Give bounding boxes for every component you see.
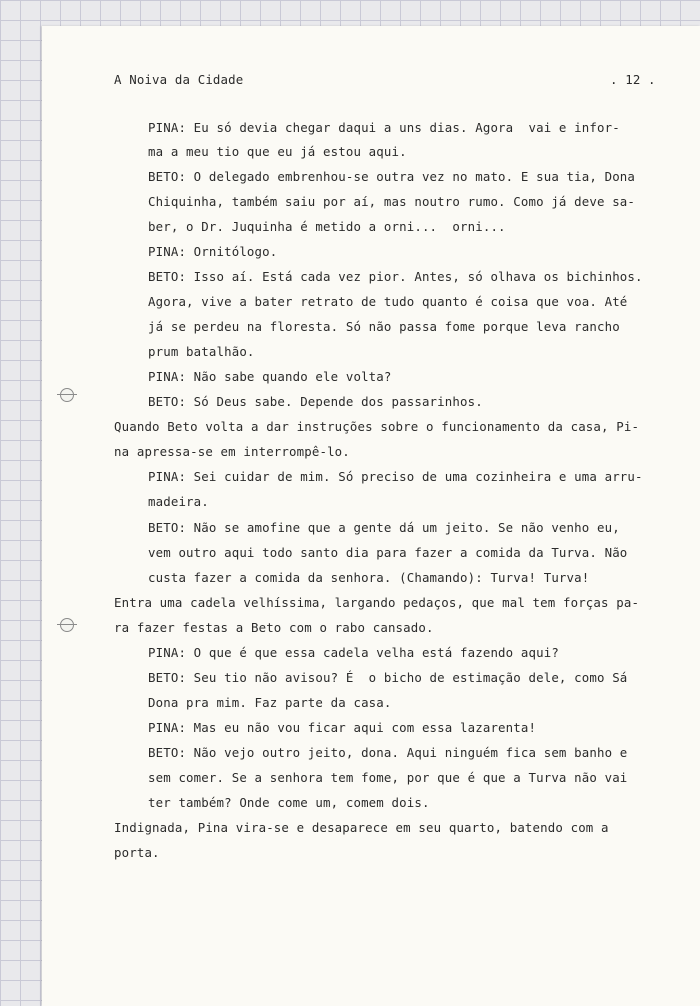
text-line: BETO: Só Deus sabe. Depende dos passarinhos. <box>148 394 483 409</box>
text-line: PINA: Sei cuidar de mim. Só preciso de uma cozinheira e uma arru- <box>148 469 643 484</box>
text-line: na apressa-se em interrompê-lo. <box>114 444 350 459</box>
text-line: Entra uma cadela velhíssima, largando pedaços, que mal tem forças pa- <box>114 595 640 610</box>
text-line: prum batalhão. <box>148 344 255 359</box>
document-title: A Noiva da Cidade <box>114 72 244 87</box>
text-line: Indignada, Pina vira-se e desaparece em seu quarto, batendo com a <box>114 820 609 835</box>
typewritten-page <box>42 26 700 1006</box>
text-line: BETO: Seu tio não avisou? É o bicho de estimação dele, como Sá <box>148 670 628 685</box>
text-line: porta. <box>114 845 160 860</box>
text-line: já se perdeu na floresta. Só não passa fome porque leva rancho <box>148 319 620 334</box>
text-line: madeira. <box>148 494 209 509</box>
text-line: Dona pra mim. Faz parte da casa. <box>148 695 392 710</box>
text-line: vem outro aqui todo santo dia para fazer a comida da Turva. Não <box>148 545 628 560</box>
text-line: BETO: O delegado embrenhou-se outra vez no mato. E sua tia, Dona <box>148 169 636 184</box>
text-line: ber, o Dr. Juquinha é metido a orni... orni... <box>148 219 506 234</box>
text-line: ra fazer festas a Beto com o rabo cansado. <box>114 620 434 635</box>
text-line: PINA: Eu só devia chegar daqui a uns dias. Agora vai e infor- <box>148 120 620 135</box>
text-line: BETO: Não vejo outro jeito, dona. Aqui ninguém fica sem banho e <box>148 745 628 760</box>
text-line: Quando Beto volta a dar instruções sobre o funcionamento da casa, Pi- <box>114 419 640 434</box>
text-line: Agora, vive a bater retrato de tudo quanto é coisa que voa. Até <box>148 294 628 309</box>
text-line: PINA: O que é que essa cadela velha está fazendo aqui? <box>148 645 559 660</box>
text-line: Chiquinha, também saiu por aí, mas noutro rumo. Como já deve sa- <box>148 194 636 209</box>
punch-hole-bottom <box>60 618 74 632</box>
punch-hole-top <box>60 388 74 402</box>
text-line: ter também? Onde come um, comem dois. <box>148 795 430 810</box>
text-line: BETO: Não se amofine que a gente dá um jeito. Se não venho eu, <box>148 520 620 535</box>
text-line: BETO: Isso aí. Está cada vez pior. Antes, só olhava os bichinhos. <box>148 269 643 284</box>
text-line: PINA: Mas eu não vou ficar aqui com essa lazarenta! <box>148 720 537 735</box>
text-line: PINA: Ornitólogo. <box>148 244 278 259</box>
text-line: custa fazer a comida da senhora. (Chamando): Turva! Turva! <box>148 570 590 585</box>
text-line: ma a meu tio que eu já estou aqui. <box>148 144 407 159</box>
page-number: . 12 . <box>610 72 656 87</box>
text-line: PINA: Não sabe quando ele volta? <box>148 369 392 384</box>
text-line: sem comer. Se a senhora tem fome, por que é que a Turva não vai <box>148 770 628 785</box>
